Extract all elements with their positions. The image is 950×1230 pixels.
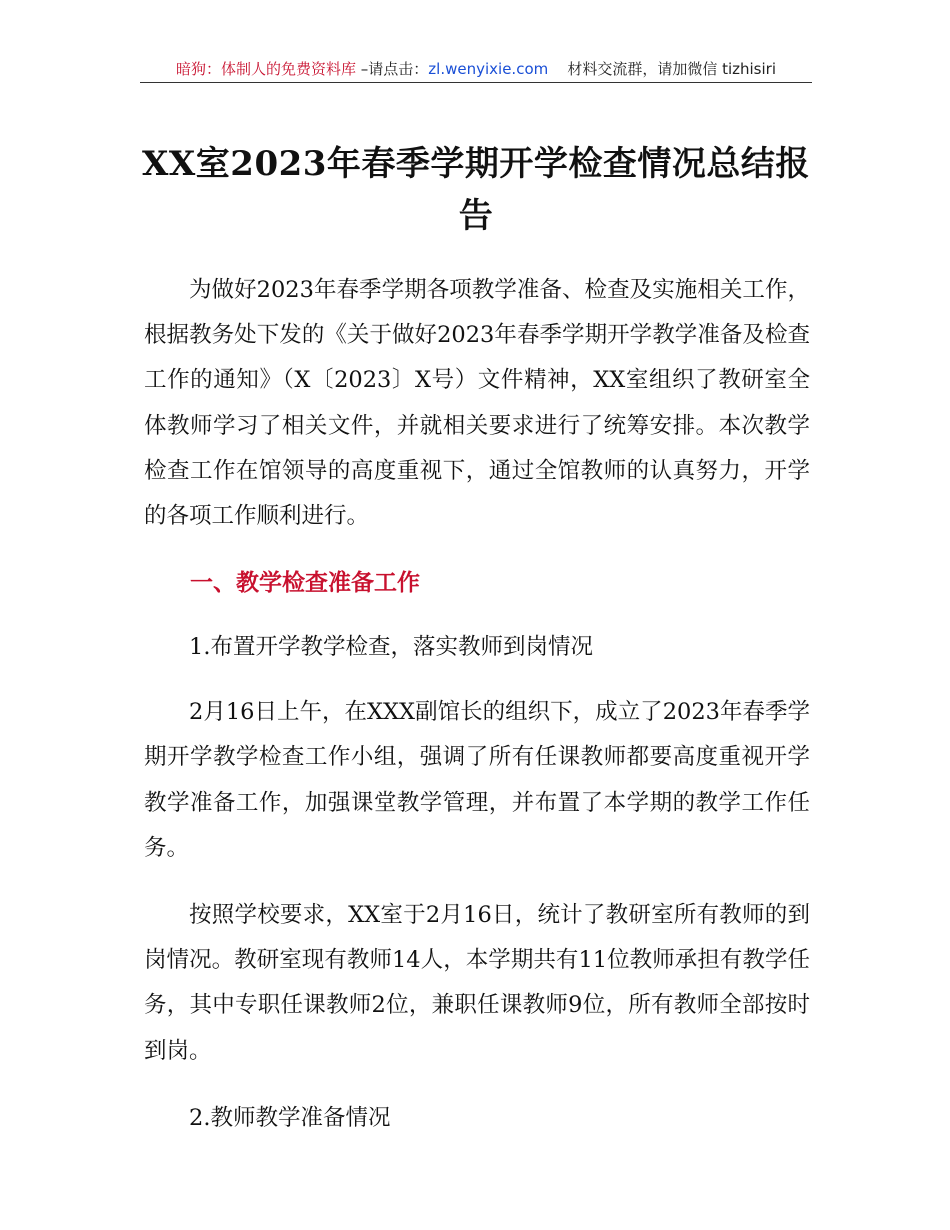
header-url-link[interactable]: zl.wenyixie.com — [428, 60, 549, 78]
intro-paragraph: 为做好2023年春季学期各项教学准备、检查及实施相关工作，根据教务处下发的《关于做好2023年春季学期开学教学准备及检查工作的通知》（X〔2023〕X号）文件精神，XX室组织了教研室全体教师学习了相关文件，并就相关要求进行了统筹安排。本次教学检查工作在馆领导的高度重视下，通过全馆教师的认真努力，开学的各项工作顺利进行。 — [144, 277, 810, 530]
header-divider — [140, 82, 812, 83]
header-contact: 材料交流群，请加微信 tizhisiri — [567, 60, 776, 78]
body-paragraph: 2月16日上午，在XXX副馆长的组织下，成立了2023年春季学期开学教学检查工作小组，强调了所有任课教师都要高度重视开学教学准备工作，加强课堂教学管理，并布置了本学期的教学工作任务。 — [144, 699, 810, 861]
subsection-title: 2.教师教学准备情况 — [189, 1104, 391, 1131]
section-heading: 一、教学检查准备工作 — [190, 570, 420, 597]
subsection-title: 1.布置开学教学检查，落实教师到岗情况 — [189, 634, 593, 661]
document-body — [144, 268, 810, 1161]
document-title: XX室2023年春季学期开学检查情况总结报告 — [142, 144, 810, 236]
header-brand: 暗狗：体制人的免费资料库 — [176, 60, 357, 78]
header-prompt: –请点击： — [356, 60, 429, 78]
page-header — [140, 58, 812, 80]
body-paragraph: 按照学校要求，XX室于2月16日，统计了教研室所有教师的到岗情况。教研室现有教师14人，本学期共有11位教师承担有教学任务，其中专职任课教师2位，兼职任课教师9位，所有教师全部按时到岗。 — [144, 902, 810, 1064]
